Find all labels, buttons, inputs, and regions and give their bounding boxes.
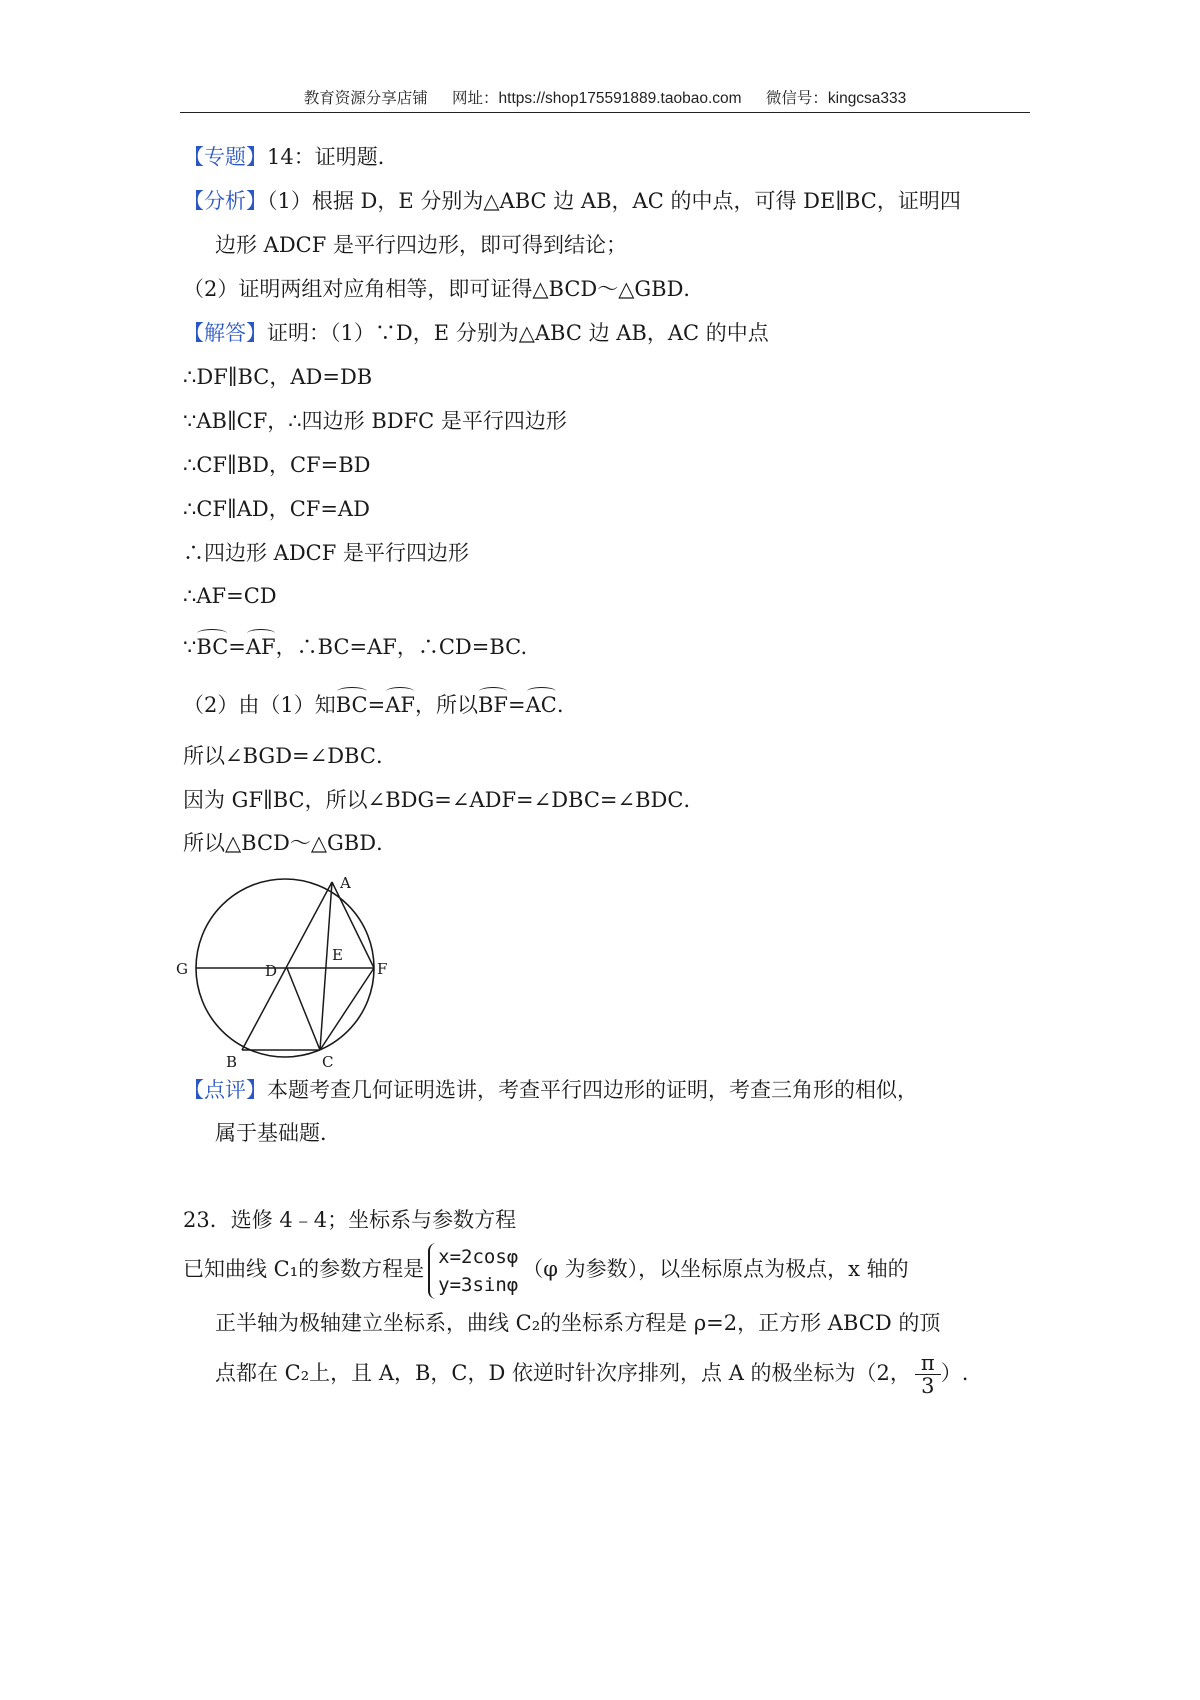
- arc-bc: BC: [196, 632, 228, 662]
- analysis-line-3: （2）证明两组对应角相等，即可证得△BCD～△GBD．: [183, 277, 705, 301]
- solution-line-4: ∴CF∥BD，CF=BD: [183, 453, 371, 477]
- label-a: A: [340, 874, 351, 892]
- problem23-title: 23．选修 4﹣4；坐标系与参数方程: [183, 1208, 517, 1232]
- arc-ac: AC: [526, 690, 557, 720]
- solution-line-6: ∴四边形 ADCF 是平行四边形: [183, 541, 469, 565]
- solution-text-1: 证明：（1）∵D，E 分别为△ABC 边 AB，AC 的中点: [267, 321, 769, 345]
- part2-mid: ，所以: [414, 693, 478, 717]
- because-symbol: ∵: [183, 635, 197, 659]
- page-header: [180, 86, 1030, 108]
- eq-x: x=2cosφ: [438, 1245, 519, 1268]
- header-shop: 教育资源分享店铺: [303, 90, 428, 107]
- problem23-line3-end: ）.: [940, 1361, 969, 1385]
- arc-bf: BF: [478, 690, 508, 720]
- eq-y: y=3sinφ: [438, 1273, 519, 1296]
- arc-af: AF: [246, 632, 276, 662]
- label-f: F: [377, 960, 388, 978]
- analysis-line-1: [183, 186, 961, 216]
- topic-line: [183, 142, 399, 172]
- equals-sign: =: [508, 693, 526, 717]
- equals-sign: =: [367, 693, 386, 717]
- analysis-label: 【分析】: [183, 189, 267, 213]
- problem23-line-3: [215, 1350, 968, 1397]
- problem23-intro: 已知曲线 C₁的参数方程是: [183, 1257, 425, 1281]
- analysis-line-2: 边形 ADCF 是平行四边形，即可得到结论；: [215, 233, 627, 257]
- solution-line-2: ∴DF∥BC，AD=DB: [183, 365, 373, 389]
- label-d: D: [265, 962, 278, 980]
- topic-text: 14：证明题．: [267, 145, 399, 169]
- topic-label: 【专题】: [183, 145, 267, 169]
- segment-ab: [242, 882, 332, 1050]
- problem23-line-1: [183, 1240, 909, 1299]
- comment-line-1: [183, 1075, 918, 1105]
- analysis-text-1: （1）根据 D，E 分别为△ABC 边 AB，AC 的中点，可得 DE∥BC，证明四: [267, 189, 961, 213]
- segment-dc: [287, 968, 320, 1050]
- solution-line-7: ∴AF=CD: [183, 584, 277, 608]
- solution-arc-line: [183, 632, 527, 662]
- part2-prefix: （2）由（1）知: [183, 693, 336, 717]
- solution-line-10: 所以△BCD～△GBD．: [183, 831, 398, 855]
- parametric-system: [428, 1243, 518, 1299]
- segment-cf: [320, 968, 374, 1050]
- solution-line-9: 因为 GF∥BC，所以∠BDG=∠ADF=∠DBC=∠BDC．: [183, 788, 705, 812]
- geometry-figure: [172, 870, 412, 1100]
- fraction-pi-over-3: [915, 1352, 941, 1397]
- arc-bc-2: BC: [336, 690, 368, 720]
- solution-label: 【解答】: [183, 321, 267, 345]
- header-website: 网址：https://shop175591889.taobao.com: [452, 90, 742, 107]
- arc-af-2: AF: [385, 690, 415, 720]
- solution-line-5: ∴CF∥AD，CF=AD: [183, 497, 370, 521]
- label-e: E: [332, 946, 343, 964]
- part2-suffix: .: [556, 693, 564, 717]
- solution-line-3: ∵AB∥CF，∴四边形 BDFC 是平行四边形: [183, 409, 567, 433]
- comment-text-1: 本题考查几何证明选讲，考查平行四边形的证明，考查三角形的相似，: [267, 1078, 918, 1102]
- fraction-denominator: 3: [921, 1374, 935, 1398]
- comment-label: 【点评】: [183, 1078, 267, 1102]
- solution-line-8: 所以∠BGD=∠DBC．: [183, 744, 397, 768]
- problem23-line-2: 正半轴为极轴建立坐标系，曲线 C₂的坐标系方程是 ρ=2，正方形 ABCD 的顶: [215, 1311, 941, 1335]
- solution-part2-line: [183, 690, 564, 720]
- segment-ac: [320, 882, 332, 1050]
- equals-sign: =: [228, 635, 246, 659]
- solution-line-1: [183, 318, 769, 348]
- problem23-line3-text: 点都在 C₂上，且 A，B，C，D 依逆时针次序排列，点 A 的极坐标为（2，: [215, 1361, 911, 1385]
- fraction-numerator: π: [915, 1352, 941, 1375]
- label-c: C: [322, 1053, 334, 1071]
- problem23-after-eq: （φ 为参数），以坐标原点为极点，x 轴的: [522, 1257, 909, 1281]
- header-divider: [180, 112, 1030, 113]
- comment-line-2: 属于基础题．: [215, 1121, 341, 1145]
- header-wechat: 微信号：kingcsa333: [765, 90, 907, 107]
- label-g: G: [176, 960, 188, 978]
- arc-line-suffix: ，∴BC=AF，∴CD=BC.: [275, 635, 528, 659]
- label-b: B: [226, 1053, 238, 1071]
